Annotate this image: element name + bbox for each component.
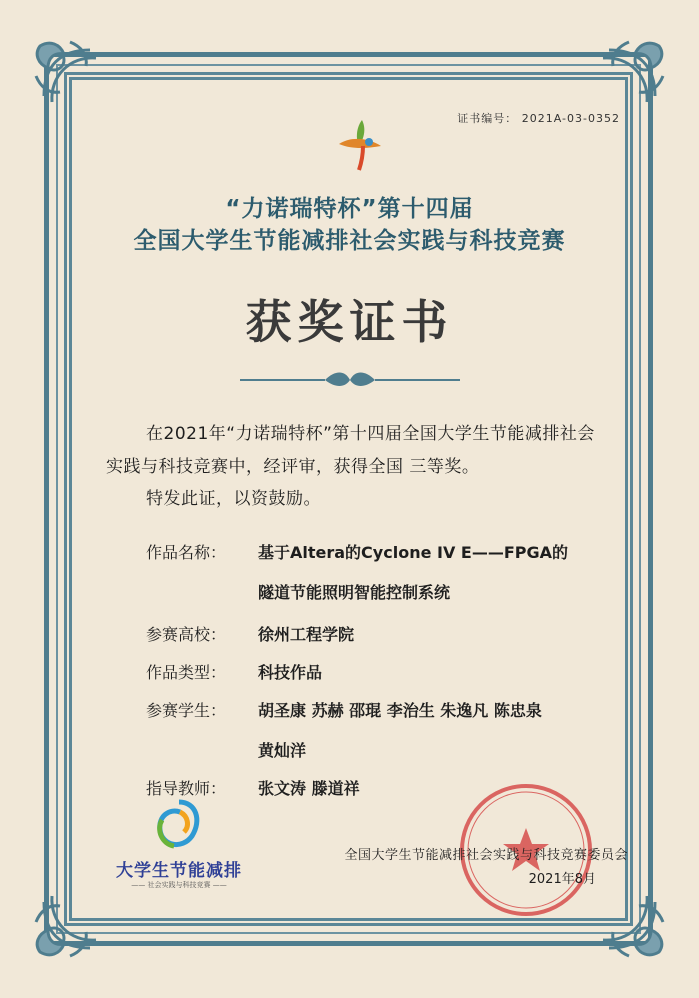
- teacher-value: 张文涛 滕道祥: [258, 779, 360, 798]
- issuing-committee: 全国大学生节能减排社会实践与科技竞赛委员会: [344, 848, 628, 863]
- competition-title-line2: 全国大学生节能减排社会实践与科技竞赛: [133, 228, 566, 254]
- work-type-row: [146, 660, 322, 683]
- work-name-row: [146, 540, 568, 563]
- school-value: 徐州工程学院: [258, 625, 355, 644]
- work-name-value: 基于Altera的Cyclone IV E——FPGA的: [258, 543, 569, 562]
- competition-title-line1: “力诺瑞特杯”第十四届: [225, 196, 474, 222]
- school-row: [146, 622, 354, 645]
- students-row: [146, 698, 542, 721]
- work-type-value: 科技作品: [258, 663, 323, 682]
- students-label: 参赛学生：: [146, 701, 227, 720]
- logo-brand-text: 大学生节能减排: [116, 861, 242, 881]
- work-name-label: 作品名称：: [146, 543, 227, 562]
- encouragement-text: 特发此证，以资鼓励。: [146, 489, 321, 509]
- certificate-number: 证书编号： 2021A-03-0352: [457, 112, 620, 125]
- issue-date: 2021年8月: [528, 872, 596, 887]
- teacher-label: 指导教师：: [146, 779, 227, 798]
- students-value-line2: 黄灿洋: [258, 741, 307, 760]
- certificate-title: 获奖证书: [245, 295, 454, 349]
- work-type-label: 作品类型：: [146, 663, 227, 682]
- students-value: 胡圣康 苏赫 邵琨 李治生 朱逸凡 陈忠泉: [258, 701, 542, 720]
- ornamental-divider-icon: [240, 370, 460, 390]
- work-name-value-line2: 隧道节能照明智能控制系统: [258, 583, 451, 602]
- award-statement: 在2021年“力诺瑞特杯”第十四届全国大学生节能减排社会实践与科技竞赛中，经评审，获得全国 三等奖。: [106, 424, 595, 477]
- competition-logo-icon: [335, 116, 389, 174]
- logo-subtitle-text: —— 社会实践与科技竞赛 ——: [131, 881, 227, 889]
- school-label: 参赛高校：: [146, 625, 227, 644]
